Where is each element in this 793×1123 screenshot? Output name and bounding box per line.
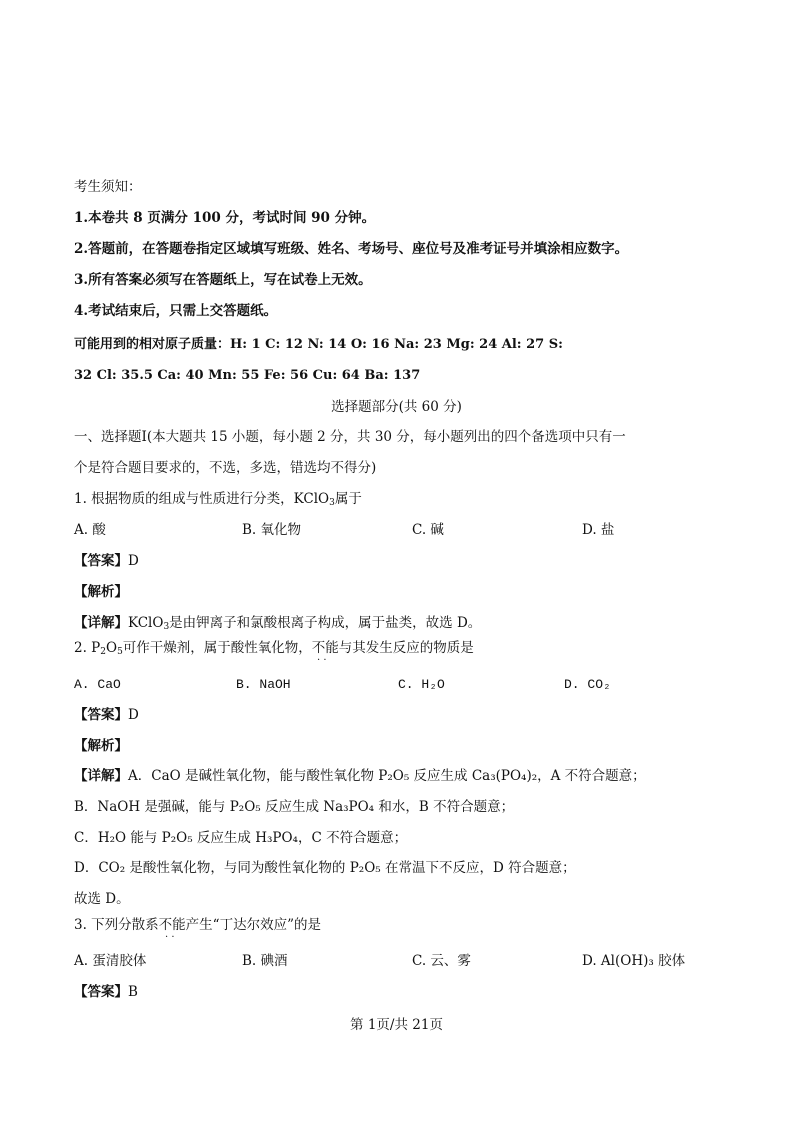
question-1-answer: 【答案】D bbox=[74, 553, 139, 569]
section-title: 选择题部分(共 60 分) bbox=[331, 399, 462, 415]
question-3-option-a: A. 蛋清胶体 bbox=[74, 953, 147, 969]
detail-label: 【详解】 bbox=[74, 615, 128, 631]
question-1-option-d: D. 盐 bbox=[582, 522, 615, 538]
detail-label: 【详解】 bbox=[74, 768, 128, 784]
question-1-analysis-label: 【解析】 bbox=[74, 584, 128, 600]
question-1-stem: 1. 根据物质的组成与性质进行分类，KClO$_3$属于 bbox=[74, 491, 362, 508]
emphasis-dots: · · bbox=[165, 932, 175, 943]
question-3-option-b: B. 碘酒 bbox=[242, 953, 288, 969]
question-2-detail-line-1: 【详解】A．CaO 是碱性氧化物，能与酸性氧化物 P₂O₅ 反应生成 Ca₃(PO₄)₂，A 不符合题意； bbox=[74, 768, 646, 784]
question-2-option-c: C. H₂O bbox=[398, 677, 445, 692]
atomic-masses-line-2: 32 Cl: 35.5 Ca: 40 Mn: 55 Fe: 56 Cu: 64 Ba: 137 bbox=[74, 368, 421, 383]
question-2-option-a: A. CaO bbox=[74, 677, 121, 692]
section-intro-line-2: 个是符合题目要求的，不选，多选，错选均不得分) bbox=[74, 460, 377, 476]
question-2-detail-line-5: 故选 D。 bbox=[74, 891, 130, 907]
question-2-option-d: D. CO₂ bbox=[564, 677, 611, 692]
question-2-stem: 2. $P_2O_5$可作干燥剂，属于酸性氧化物，不能与其发生反应的物质是 bbox=[74, 640, 474, 657]
answer-label: 【答案】 bbox=[74, 984, 128, 1000]
question-3-option-d: D. Al(OH)₃ 胶体 bbox=[582, 953, 686, 969]
page-footer: 第 1页/共 21页 bbox=[350, 1017, 443, 1033]
atomic-masses-line-1: 可能用到的相对原子质量：H: 1 C: 12 N: 14 O: 16 Na: 23 Mg: 24 Al: 27 S: bbox=[74, 337, 563, 352]
question-3-answer: 【答案】B bbox=[74, 984, 138, 1000]
question-3-option-c: C. 云、雾 bbox=[412, 953, 471, 969]
question-2-answer: 【答案】D bbox=[74, 707, 139, 723]
emphasis-dots: · · bbox=[317, 655, 327, 666]
question-2-option-b: B. NaOH bbox=[236, 677, 291, 692]
notice-item-3: 3.所有答案必须写在答题纸上，写在试卷上无效。 bbox=[74, 272, 372, 288]
question-1-option-a: A. 酸 bbox=[74, 522, 106, 538]
answer-label: 【答案】 bbox=[74, 553, 128, 569]
question-1-detail: 【详解】KClO$_3$是由钾离子和氯酸根离子构成，属于盐类，故选 D。 bbox=[74, 615, 482, 632]
notice-item-1: 1.本卷共 8 页满分 100 分，考试时间 90 分钟。 bbox=[74, 210, 376, 226]
question-3-stem: 3. 下列分散系不能产生“丁达尔效应”的是 bbox=[74, 917, 321, 933]
question-2-analysis-label: 【解析】 bbox=[74, 738, 128, 754]
question-1-option-c: C. 碱 bbox=[412, 522, 444, 538]
question-2-detail-line-2: B．NaOH 是强碱，能与 P₂O₅ 反应生成 Na₃PO₄ 和水，B 不符合题意； bbox=[74, 799, 515, 815]
question-2-detail-line-3: C．H₂O 能与 P₂O₅ 反应生成 H₃PO₄，C 不符合题意； bbox=[74, 830, 408, 846]
question-2-detail-line-4: D．CO₂ 是酸性氧化物，与同为酸性氧化物的 P₂O₅ 在常温下不反应，D 符合题意； bbox=[74, 860, 576, 876]
notice-item-4: 4.考试结束后，只需上交答题纸。 bbox=[74, 303, 278, 319]
notice-title: 考生须知： bbox=[74, 179, 142, 195]
question-1-option-b: B. 氧化物 bbox=[242, 522, 302, 538]
notice-item-2: 2.答题前，在答题卷指定区域填写班级、姓名、考场号、座位号及准考证号并填涂相应数字。 bbox=[74, 241, 629, 257]
answer-label: 【答案】 bbox=[74, 707, 128, 723]
section-intro-line-1: 一、选择题Ⅰ(本大题共 15 小题，每小题 2 分，共 30 分，每小题列出的四个备选项中只有一 bbox=[74, 429, 626, 445]
